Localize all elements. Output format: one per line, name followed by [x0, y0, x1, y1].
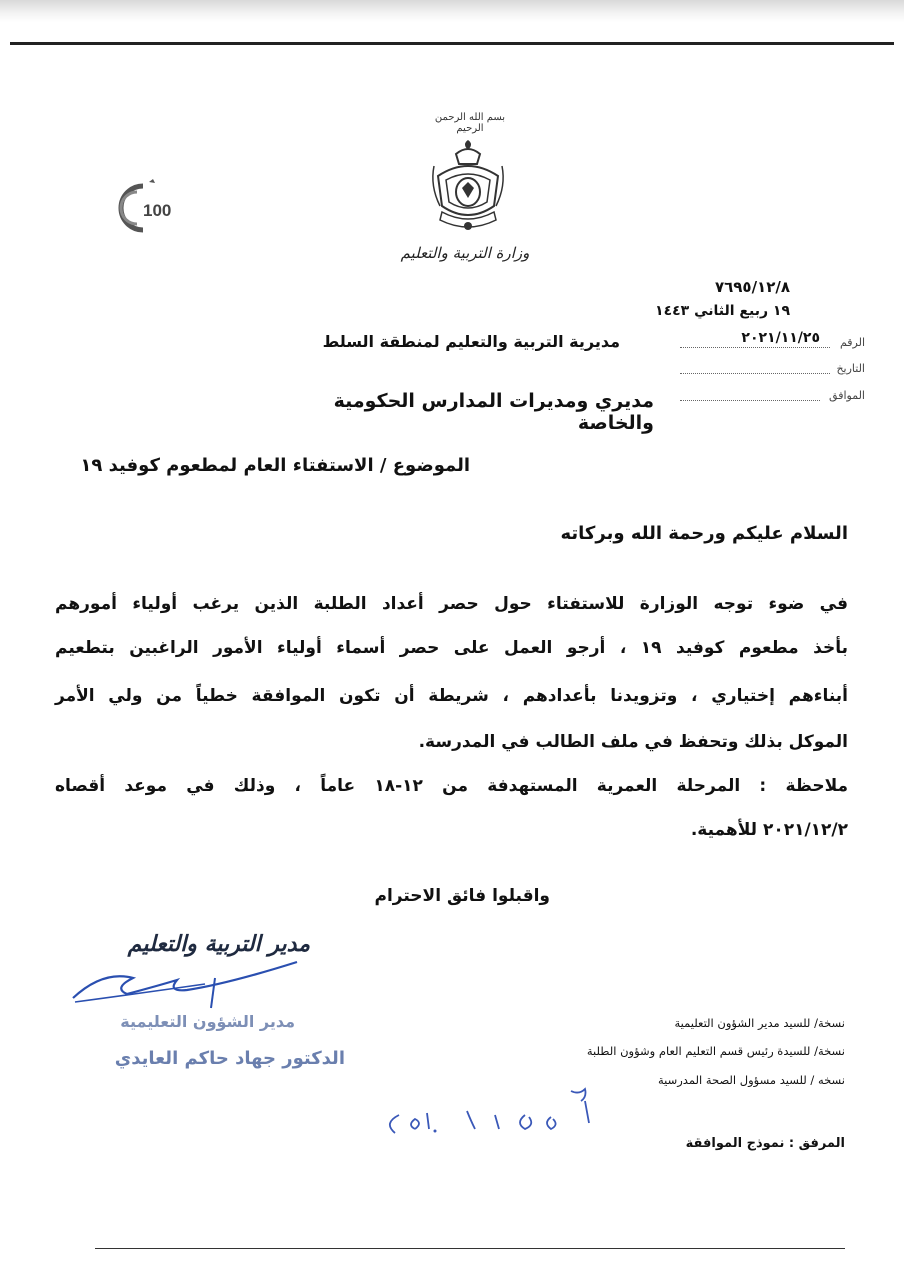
body-line: الموكل بذلك وتحفظ في ملف الطالب في المدرسة. [418, 732, 848, 752]
label-corresponding: الموافق [829, 389, 865, 402]
footer-rule [95, 1248, 845, 1249]
centennial-number: 100 [143, 201, 172, 220]
corresponding-line [680, 399, 820, 401]
body-line: بأخذ مطعوم كوفيد ١٩ ، أرجو العمل على حصر أسماء أولياء الأمور الراغبين بتطعيم [55, 638, 848, 658]
subject-line: الموضوع / الاستفتاء العام لمطعوم كوفيد ١٩ [80, 455, 470, 476]
stamp-name: الدكتور جهاد حاكم العايدي [114, 1048, 345, 1069]
jordan-coat-of-arms-icon [428, 136, 508, 236]
basmala: بسم الله الرحمن الرحيم [434, 112, 506, 134]
stamp-title: مدير الشؤون التعليمية [120, 1012, 295, 1031]
body-line: أبناءهم إختياري ، وتزويدنا بأعدادهم ، شريطة أن تكون الموافقة خطياً من ولي الأمر [55, 686, 848, 706]
page-top-shadow [0, 0, 904, 22]
signer-title: مدير التربية والتعليم [127, 931, 310, 957]
hijri-date: ١٩ ربيع الثاني ١٤٤٣ [655, 303, 790, 319]
addressee: مديري ومديرات المدارس الحكومية والخاصة [333, 390, 654, 434]
footer-cut-off [370, 1266, 510, 1280]
greeting: السلام عليكم ورحمة الله وبركاته [560, 523, 848, 544]
label-date: التاريخ [836, 362, 865, 375]
copy-recipient: نسخه / للسيد مسؤول الصحة المدرسية [657, 1073, 845, 1087]
directorate-name: مديرية التربية والتعليم لمنطقة السلط [322, 332, 620, 351]
body-line: في ضوء توجه الوزارة للاستفتاء حول حصر أعداد الطلبة الذين يرغب أولياء أمورهم [55, 594, 848, 614]
date-line [680, 372, 830, 374]
header-rule [10, 42, 894, 45]
centennial-emblem-icon [115, 178, 187, 238]
centennial-logo [115, 178, 187, 238]
handwritten-initials [375, 1085, 615, 1145]
note-line: ملاحظة : المرحلة العمرية المستهدفة من ١٢-١٨ عاماً ، وذلك في موعد أقصاه [55, 776, 848, 796]
label-number: الرقم [839, 336, 865, 349]
closing-line: واقبلوا فائق الاحترام [374, 886, 550, 906]
copy-recipient: نسخة/ للسيدة رئيس قسم التعليم العام وشؤون الطلبة [586, 1044, 845, 1058]
note-line: ٢٠٢١/١٢/٢ للأهمية. [690, 820, 848, 840]
gregorian-date: ٢٠٢١/١١/٢٥ [741, 330, 820, 346]
copy-recipient: نسخة/ للسيد مدير الشؤون التعليمية [674, 1016, 845, 1030]
number-line [680, 346, 830, 348]
ministry-name: وزارة التربية والتعليم [400, 244, 530, 262]
attachment-line: المرفق : نموذج الموافقة [685, 1136, 845, 1151]
handwritten-signature [65, 958, 325, 1018]
reference-number: ٧٦٩٥/١٢/٨ [714, 278, 790, 296]
